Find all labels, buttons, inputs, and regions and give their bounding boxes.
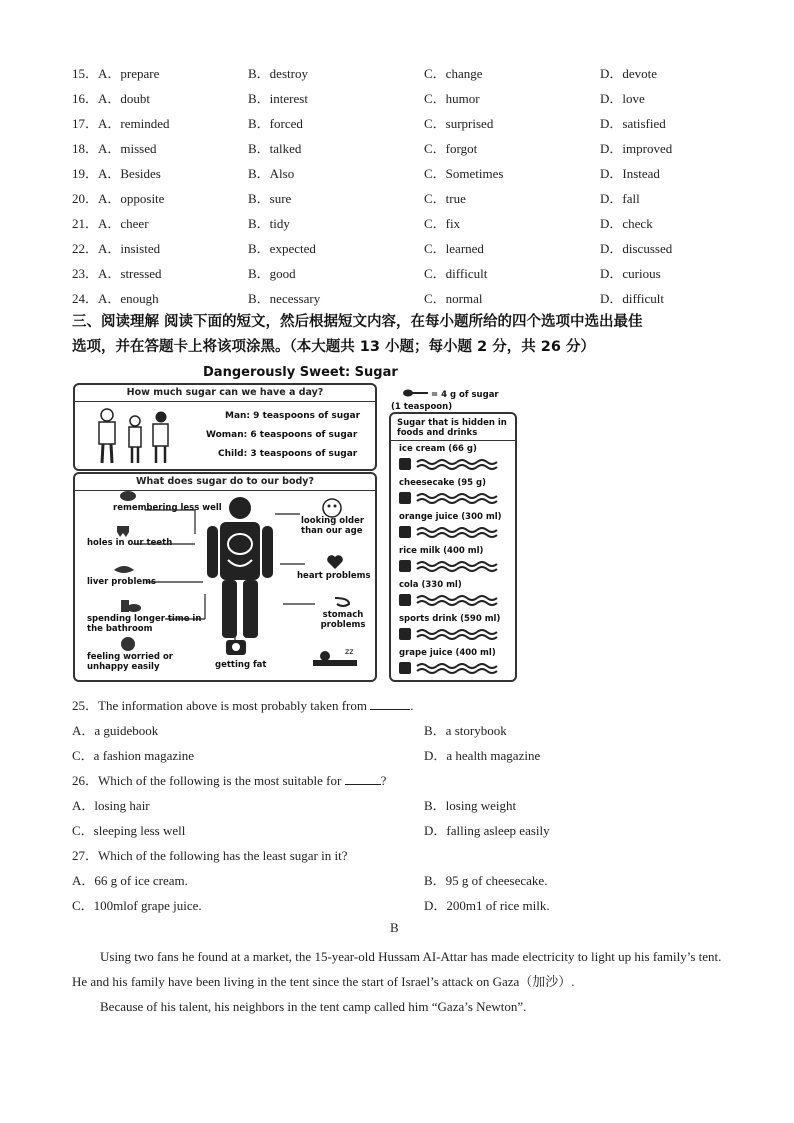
worried-face-icon — [119, 636, 137, 656]
question-26: 26．Which of the following is the most suitable for ? — [72, 773, 387, 788]
option-b[interactable]: B．interest — [248, 91, 308, 106]
spoons-icon — [399, 456, 509, 472]
spoon-sub: (1 teaspoon) — [391, 402, 453, 412]
option-c[interactable]: C．difficult — [424, 266, 488, 281]
option-d[interactable]: D．satisfied — [600, 116, 666, 131]
option-b[interactable]: B．necessary — [248, 291, 321, 306]
option-d[interactable]: D．love — [600, 91, 645, 106]
woman-sugar: Woman: 6 teaspoons of sugar — [206, 430, 358, 440]
option-c[interactable]: C．true — [424, 191, 466, 206]
spoon-legend: = 4 g of sugar — [431, 390, 499, 400]
question-row-16 — [72, 89, 732, 109]
food-label: cola (330 ml) — [399, 580, 462, 590]
spoons-icon — [399, 524, 509, 540]
question-row-21 — [72, 214, 732, 234]
tooth-icon — [115, 524, 131, 542]
option-a[interactable]: 16．A．doubt — [72, 91, 151, 106]
option-b[interactable]: B．talked — [248, 141, 302, 156]
old-face-icon — [321, 498, 343, 522]
option-a[interactable]: 17．A．reminded — [72, 116, 170, 131]
option-d[interactable]: D．fall — [600, 191, 640, 206]
sugar-infographic — [73, 365, 517, 681]
section-line-1: 三、阅读理解 阅读下面的短文，然后根据短文内容，在每小题所给的四个选项中选出最佳 — [72, 314, 643, 330]
option-d[interactable]: D．improved — [600, 141, 673, 156]
option-a[interactable]: 21．A．cheer — [72, 216, 149, 231]
food-label: orange juice (300 ml) — [399, 512, 502, 522]
question-27: 27．Which of the following has the least sugar in it? — [72, 848, 348, 863]
option-b[interactable]: B．destroy — [248, 66, 308, 81]
option-a[interactable]: 22．A．insisted — [72, 241, 161, 256]
option-a[interactable]: 23．A．stressed — [72, 266, 162, 281]
option-c[interactable]: C．fix — [424, 216, 461, 231]
child-sugar: Child: 3 teaspoons of sugar — [218, 449, 358, 459]
spoons-icon — [399, 558, 509, 574]
spoons-icon — [399, 592, 509, 608]
question-row-18 — [72, 139, 732, 159]
food-label: ice cream (66 g) — [399, 444, 477, 454]
option-c[interactable]: C．normal — [424, 291, 483, 306]
body-effects-box — [73, 472, 377, 682]
svg-text:zz: zz — [345, 647, 354, 656]
question-25: 25．The information above is most probably taken from . — [72, 698, 414, 713]
option-c[interactable]: C．learned — [424, 241, 484, 256]
infographic-title: Dangerously Sweet: Sugar — [203, 365, 398, 380]
food-label: grape juice (400 ml) — [399, 648, 496, 658]
question-row-15 — [72, 64, 732, 84]
q25-option-a[interactable]: A．a guidebook — [72, 723, 159, 738]
question-row-22 — [72, 239, 732, 259]
option-d[interactable]: D．discussed — [600, 241, 673, 256]
q27-option-b[interactable]: B．95 g of cheesecake. — [424, 873, 548, 888]
effect-stomach: stomach problems — [320, 610, 366, 630]
daily-sugar-box — [73, 383, 377, 471]
q26-option-c[interactable]: C．sleeping less well — [72, 823, 186, 838]
food-label: rice milk (400 ml) — [399, 546, 484, 556]
hidden-header: Sugar that is hidden in foods and drinks — [397, 418, 507, 438]
q26-stem: 26．Which of the following is the most suitable for — [72, 773, 342, 788]
scale-icon — [225, 638, 247, 660]
question-row-20 — [72, 189, 732, 209]
daily-header: How much sugar can we have a day? — [75, 385, 375, 402]
effect-teeth: holes in our teeth — [87, 538, 173, 548]
option-b[interactable]: B．expected — [248, 241, 316, 256]
question-row-24 — [72, 289, 732, 309]
section-line-2: 选项，并在答题卡上将该项涂黑。（本大题共 13 小题；每小题 2 分，共 26 分） — [72, 339, 595, 355]
option-c[interactable]: C．change — [424, 66, 483, 81]
effects-header: What does sugar do to our body? — [75, 474, 375, 491]
liver-icon — [113, 564, 135, 580]
question-row-17 — [72, 114, 732, 134]
option-b[interactable]: B．tidy — [248, 216, 290, 231]
question-row-23 — [72, 264, 732, 284]
effect-bathroom: spending longer time in the bathroom — [87, 614, 202, 634]
option-d[interactable]: D．curious — [600, 266, 661, 281]
brain-icon — [119, 490, 137, 506]
option-d[interactable]: D．difficult — [600, 291, 665, 306]
food-label: cheesecake (95 g) — [399, 478, 487, 488]
option-b[interactable]: B．good — [248, 266, 296, 281]
option-d[interactable]: D．devote — [600, 66, 658, 81]
option-a[interactable]: 20．A．opposite — [72, 191, 165, 206]
family-icon — [89, 407, 179, 469]
q25-blank — [370, 697, 410, 710]
option-d[interactable]: D．Instead — [600, 166, 660, 181]
q26-blank — [345, 772, 381, 785]
question-row-19 — [72, 164, 732, 184]
hidden-sugar-box — [389, 412, 517, 682]
option-b[interactable]: B．forced — [248, 116, 303, 131]
q27-option-d[interactable]: D．200m1 of rice milk. — [424, 898, 550, 913]
effect-memory: remembering less well — [113, 503, 222, 513]
q27-option-a[interactable]: A．66 g of ice cream. — [72, 873, 188, 888]
q25-option-d[interactable]: D．a health magazine — [424, 748, 541, 763]
q27-option-c[interactable]: C．100mlof grape juice. — [72, 898, 202, 913]
effect-fat: getting fat — [215, 660, 267, 670]
sleeping-icon — [311, 644, 361, 678]
q25-option-b[interactable]: B．a storybook — [424, 723, 507, 738]
passage-b-label: B — [390, 920, 399, 935]
stomach-icon — [333, 596, 351, 612]
spoons-icon — [399, 626, 509, 642]
effect-liver: liver problems — [87, 577, 157, 587]
option-b[interactable]: B．sure — [248, 191, 292, 206]
option-a[interactable]: 18．A．missed — [72, 141, 157, 156]
option-c[interactable]: C．forgot — [424, 141, 478, 156]
section-heading — [72, 310, 742, 360]
option-a[interactable]: 19．A．Besides — [72, 166, 161, 181]
effect-heart: heart problems — [297, 571, 371, 581]
spoons-icon — [399, 660, 509, 676]
spoon-icon — [403, 387, 429, 402]
option-a[interactable]: 24．A．enough — [72, 291, 159, 306]
q25-stem: 25．The information above is most probably taken from — [72, 698, 367, 713]
passage-b-paragraph-2: Because of his talent, his neighbors in the tent camp called him “Gaza’s Newton”. — [100, 999, 527, 1014]
heart-icon — [327, 554, 343, 574]
option-b[interactable]: B．Also — [248, 166, 295, 181]
passage-b-paragraph-1: Using two fans he found at a market, the 15-year-old Hussam AI-Attar has made electricity to light up his family’s tent. He and his family have been living in the tent since the start of Israel’s attack on Gaza（加沙）. — [72, 949, 722, 989]
q26-option-d[interactable]: D．falling asleep easily — [424, 823, 550, 838]
effect-worried: feeling worried or unhappy easily — [87, 652, 173, 672]
option-c[interactable]: C．Sometimes — [424, 166, 504, 181]
option-a[interactable]: 15．A．prepare — [72, 66, 160, 81]
q26-option-a[interactable]: A．losing hair — [72, 798, 150, 813]
food-label: sports drink (590 ml) — [399, 614, 501, 624]
option-c[interactable]: C．humor — [424, 91, 480, 106]
q25-option-c[interactable]: C．a fashion magazine — [72, 748, 195, 763]
option-d[interactable]: D．check — [600, 216, 653, 231]
man-sugar: Man: 9 teaspoons of sugar — [225, 411, 361, 421]
option-c[interactable]: C．surprised — [424, 116, 494, 131]
effect-older: looking older than our age — [301, 516, 365, 536]
toilet-icon — [119, 598, 141, 618]
spoons-icon — [399, 490, 509, 506]
q26-option-b[interactable]: B．losing weight — [424, 798, 517, 813]
